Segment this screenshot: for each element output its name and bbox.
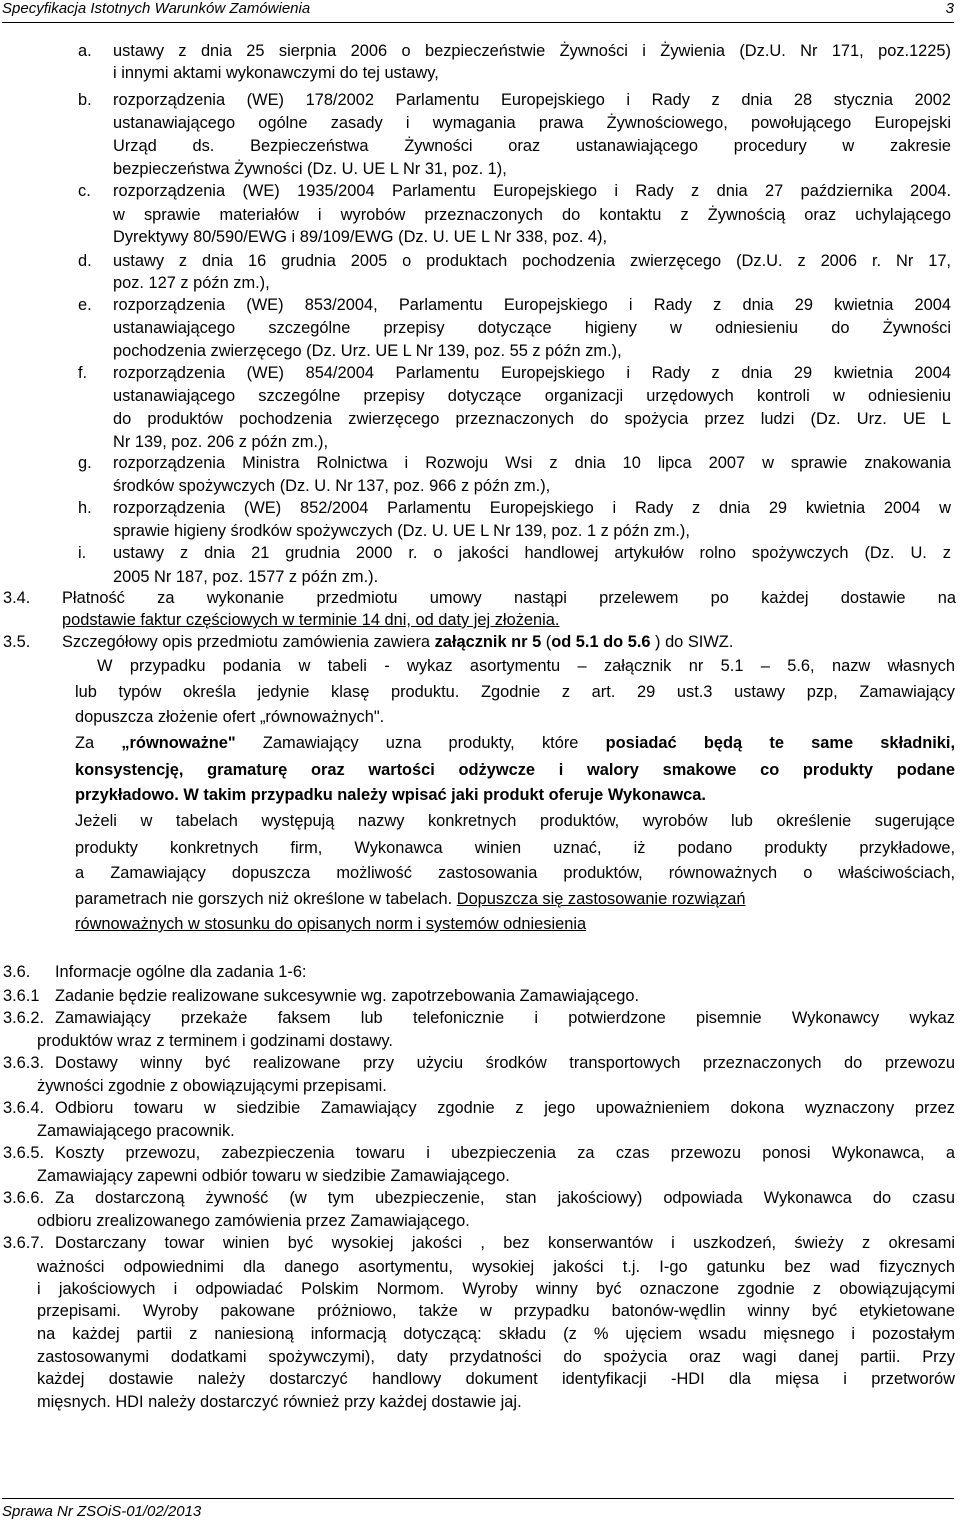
list-item-line: sprawie higieny środków spożywczych (Dz. U. UE L Nr 139, poz. 1 z późn zm.), (113, 522, 690, 540)
list-item-line: do produktów pochodzenia zwierzęcego przeznaczonych do spożycia przez ludzi (Dz. Urz. UE L (113, 410, 951, 428)
text-run: Za (75, 734, 122, 752)
list-item-line: ustanawiającego ogólne zasady i wymagania prawa Żywnościowego, powołującego Europejski (113, 114, 951, 132)
list-item-line: rozporządzenia (WE) 853/2004, Parlamentu Europejskiego i Rady z dnia 29 kwietnia 2004 (113, 296, 951, 314)
list-item-label: h. (78, 499, 92, 517)
text-run: Szczegółowy opis przedmiotu zamówienia zawiera (62, 633, 435, 651)
subsection-line: żywności zgodnie z obowiązującymi przepisami. (37, 1077, 387, 1095)
subsection-line: produktów wraz z terminem i godzinami dostawy. (37, 1032, 393, 1050)
text-run: ( (541, 633, 552, 651)
paragraph-line (75, 888, 746, 910)
subsection-line: Koszty przewozu, zabezpieczenia towaru i ubezpieczenia za czas przewozu ponosi Wykonawca, a (55, 1144, 955, 1162)
subsection-number: 3.6.3. (3, 1054, 45, 1072)
list-item-line: rozporządzenia (WE) 854/2004 Parlamentu Europejskiego i Rady z dnia 29 kwietnia 2004 (113, 364, 951, 382)
subsection-line: odbioru zrealizowanego zamówienia przez Zamawiającego. (37, 1212, 470, 1230)
list-item-line: ustawy z dnia 16 grudnia 2005 o produktach pochodzenia zwierzęcego (Dz.U. z 2006 r. Nr 17, (113, 252, 951, 270)
subsection-number: 3.6.6. (3, 1189, 45, 1207)
list-item-line: rozporządzenia (WE) 1935/2004 Parlamentu Europejskiego i Rady z dnia 27 października 2004. (113, 182, 951, 200)
list-item-line: rozporządzenia (WE) 178/2002 Parlamentu Europejskiego i Rady z dnia 28 stycznia 2002 (113, 91, 951, 109)
paragraph-line: lub typów określa jedynie klasę produktu. Zgodnie z art. 29 ust.3 ustawy pzp, Zamawiający (75, 683, 955, 701)
underlined-text: Dopuszcza się zastosowanie rozwiązań (456, 890, 746, 908)
subsection-line: zastosowanymi dodatkami spożywczymi), daty przydatności do spożycia oraz wagi danej partii. Przy (37, 1348, 955, 1366)
paragraph-line: Jeżeli w tabelach występują nazwy konkretnych produktów, wyrobów lub określenie sugerujące (75, 812, 955, 830)
attachment-range: od 5.1 do 5.6 (551, 633, 651, 651)
section-number: 3.6. (3, 963, 31, 981)
subsection-line: ważności odpowiednimi dla danego asortymentu, wysokiej jakości t.j. I-go gatunku bez wad fizycznych (37, 1258, 955, 1276)
list-item-line: 2005 Nr 187, poz. 1577 z późn zm.). (113, 568, 379, 586)
section-line: Płatność za wykonanie przedmiotu umowy nastąpi przelewem po każdej dostawie na (62, 589, 956, 607)
list-item-label: i. (78, 544, 87, 562)
emphasis: posiadać będą te same składniki, (605, 734, 955, 752)
paragraph-line: W przypadku podania w tabeli - wykaz asortymentu – załącznik nr 5.1 – 5.6, nazw własnych (97, 657, 955, 675)
paragraph-line: produkty konkretnych firm, Wykonawca winien uznać, iż podano produkty przykładowe, (75, 839, 955, 857)
list-item-line: Nr 139, poz. 206 z późn zm.), (113, 433, 328, 451)
paragraph-line: przykładowo. W takim przypadku należy wpisać jaki produkt oferuje Wykonawca. (75, 786, 706, 804)
list-item-line: środków spożywczych (Dz. U. Nr 137, poz. 966 z późn zm.), (113, 477, 551, 495)
subsection-line: Zamawiającego pracownik. (37, 1122, 235, 1140)
section-line (62, 631, 733, 653)
page-footer (2, 1498, 954, 1523)
subsection-number: 3.6.1 (3, 987, 40, 1005)
list-item-label: a. (78, 42, 92, 60)
list-item-label: g. (78, 454, 92, 472)
subsection-line: i jakościowych i odpowiadać Polskim Normom. Wyroby winny być oznaczone zgodnie z obowiązującymi (37, 1280, 955, 1298)
list-item-line: i innymi aktami wykonawczymi do tej ustawy, (113, 64, 439, 82)
list-item-label: d. (78, 252, 92, 270)
subsection-line: mięsnych. HDI należy dostarczyć również przy każdej dostawie jaj. (37, 1393, 522, 1411)
list-item-line: Urząd ds. Bezpieczeństwa Żywności oraz ustanawiającego procedury w zakresie (113, 137, 951, 155)
case-number: Sprawa Nr ZSOiS-01/02/2013 (2, 1503, 202, 1520)
list-item-label: e. (78, 296, 92, 314)
section-line: Informacje ogólne dla zadania 1-6: (55, 963, 307, 981)
list-item-label: c. (78, 182, 91, 200)
page-header (2, 0, 954, 23)
subsection-number: 3.6.4. (3, 1099, 45, 1117)
subsection-line: Dostarczany towar winien być wysokiej jakości , bez konserwantów i uszkodzeń, świeży z okresami (55, 1234, 955, 1252)
paragraph-line (75, 732, 955, 754)
list-item-label: f. (78, 364, 88, 382)
list-item-line: ustawy z dnia 21 grudnia 2000 r. o jakości handlowej artykułów rolno spożywczych (Dz. U. z (113, 544, 951, 562)
section-line: podstawie faktur częściowych w terminie 14 dni, od daty jej złożenia. (62, 611, 560, 629)
list-item-line: w sprawie materiałów i wyrobów przeznaczonych do kontaktu z Żywnością oraz uchylającego (113, 206, 951, 224)
subsection-number: 3.6.2. (3, 1009, 45, 1027)
text-run: Zamawiający uzna produkty, które (235, 734, 606, 752)
text-run: parametrach nie gorszych niż określone w tabelach. (75, 890, 457, 908)
list-item-line: Dyrektywy 80/590/EWG i 89/109/EWG (Dz. U. UE L Nr 338, poz. 4), (113, 228, 608, 246)
subsection-line: Za dostarczoną żywność (w tym ubezpieczenie, stan jakościowy) odpowiada Wykonawca do czasu (55, 1189, 955, 1207)
subsection-line: każdej dostawie należy dostarczyć handlowy dokument identyfikacji -HDI dla mięsa i przetworów (37, 1370, 955, 1388)
subsection-line: Zamawiający przekaże faksem lub telefonicznie i potwierdzone pisemnie Wykonawcy wykaz (55, 1009, 955, 1027)
subsection-line: Zadanie będzie realizowane sukcesywnie wg. zapotrzebowania Zamawiającego. (55, 987, 640, 1005)
paragraph-line: dopuszcza złożenie ofert „równoważnych". (75, 708, 385, 726)
subsection-number: 3.6.5. (3, 1144, 45, 1162)
section-number: 3.4. (3, 589, 31, 607)
list-item-label: b. (78, 91, 92, 109)
subsection-line: Dostawy winny być realizowane przy użyciu środków transportowych przeznaczonych do przewozu (55, 1054, 955, 1072)
list-item-line: ustanawiającego szczególne przepisy dotyczące higieny w odniesieniu do Żywności (113, 319, 951, 337)
section-number: 3.5. (3, 633, 31, 651)
subsection-number: 3.6.7. (3, 1234, 45, 1252)
emphasis: „równoważne" (121, 734, 236, 752)
paragraph-line: a Zamawiający dopuszcza możliwość zastosowania produktów, równoważnych o właściwościach, (75, 864, 955, 882)
text-run: ) do SIWZ. (650, 633, 734, 651)
attachment-ref: załącznik nr 5 (434, 633, 542, 651)
document-title: Specyfikacja Istotnych Warunków Zamówienia (2, 0, 311, 17)
list-item-line: rozporządzenia Ministra Rolnictwa i Rozwoju Wsi z dnia 10 lipca 2007 w sprawie znakowania (113, 454, 951, 472)
paragraph-line: równoważnych w stosunku do opisanych norm i systemów odniesienia (75, 915, 587, 933)
list-item-line: pochodzenia zwierzęcego (Dz. Urz. UE L Nr 139, poz. 55 z późn zm.), (113, 342, 622, 360)
list-item-line: rozporządzenia (WE) 852/2004 Parlamentu Europejskiego i Rady z dnia 29 kwietnia 2004 w (113, 499, 951, 517)
list-item-line: poz. 127 z późn zm.), (113, 274, 270, 292)
subsection-line: Zamawiający zapewni odbiór towaru w siedzibie Zamawiającego. (37, 1167, 510, 1185)
subsection-line: przepisami. Wyroby pakowane próżniowo, także w przypadku batonów-wędlin winny być etykietowane (37, 1302, 955, 1320)
page-number: 3 (945, 0, 954, 17)
subsection-line: Odbioru towaru w siedzibie Zamawiający zgodnie z jego upoważnieniem dokona wyznaczony przez (55, 1099, 955, 1117)
list-item-line: bezpieczeństwa Żywności (Dz. U. UE L Nr 31, poz. 1), (113, 160, 507, 178)
subsection-line: na każdej partii z naniesioną informacją dotyczącą: składu (z % ujęciem wsadu mięsnego i pozostałym (37, 1325, 955, 1343)
list-item-line: ustanawiającego szczególne przepisy dotyczące organizacji urzędowych kontroli w odniesieniu (113, 387, 951, 405)
paragraph-line: konsystencję, gramaturę oraz wartości odżywcze i walory smakowe co produkty podane (75, 761, 955, 779)
list-item-line: ustawy z dnia 25 sierpnia 2006 o bezpieczeństwie Żywności i Żywienia (Dz.U. Nr 171, poz.1225) (113, 42, 951, 60)
